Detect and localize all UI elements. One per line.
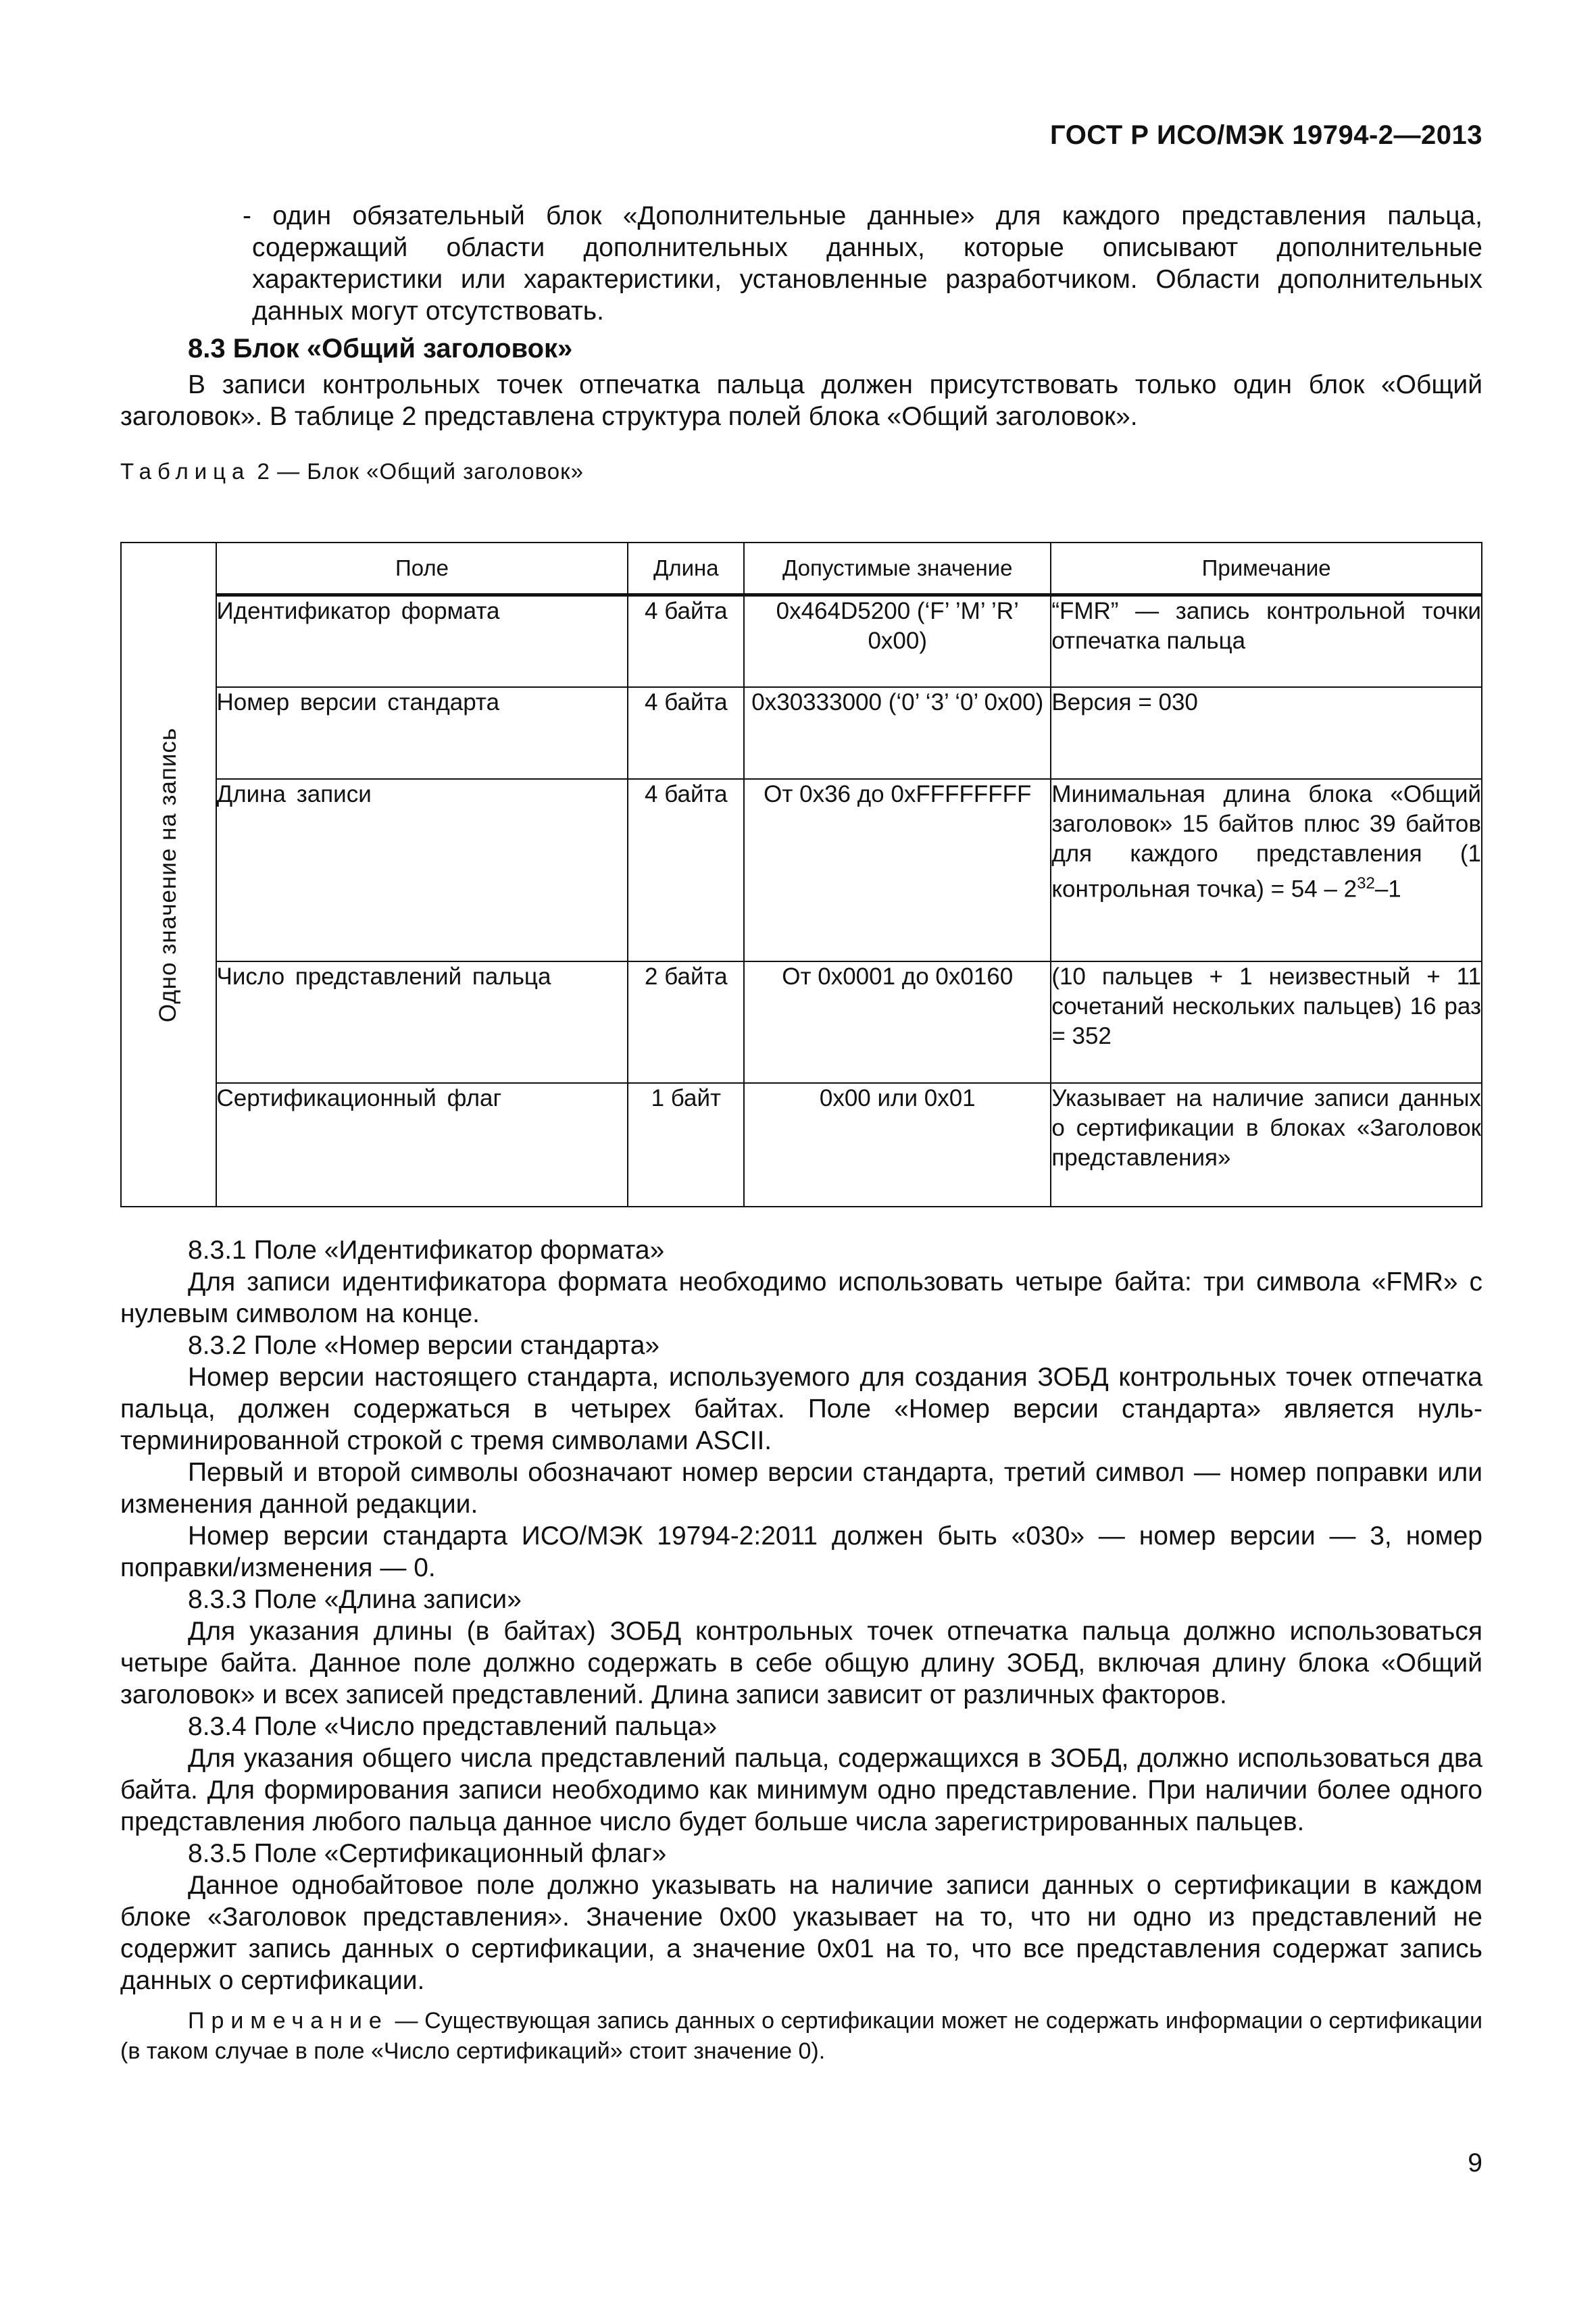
subsection-title: 8.3.2 Поле «Номер версии стандарта» xyxy=(188,1331,660,1360)
subsection-paragraph: Для указания длины (в байтах) ЗОБД контрольных точек отпечатка пальца должно использоваться четыре байта. Данное поле должно содержать в себе общую длину ЗОБД, включая длину блока «Общий заголовок» и всех записей представлений. Длина записи зависит от различных факторов. xyxy=(120,1617,1482,1709)
intro-block xyxy=(120,200,1482,487)
subsection-title: 8.3.3 Поле «Длина записи» xyxy=(188,1585,522,1614)
column-header-note: Примечание xyxy=(1051,543,1482,595)
header-block-table xyxy=(120,542,1482,1207)
cell-values: 0x00 или 0x01 xyxy=(744,1083,1051,1207)
subsection-paragraph: Первый и второй символы обозначают номер версии стандарта, третий символ — номер поправки или изменения данной редакции. xyxy=(120,1458,1482,1519)
cell-note: (10 пальцев + 1 неизвестный + 11 сочетаний нескольких пальцев) 16 раз = 352 xyxy=(1051,961,1482,1083)
cell-length: 2 байта xyxy=(628,961,744,1083)
cell-values: 0x464D5200 (‘F’ ’M’ ’R’ 0x00) xyxy=(744,595,1051,687)
note-text: — Существующая запись данных о сертификации может не содержать информации о сертификации (в таком случае в поле «Число сертификаций» стоит значение 0). xyxy=(120,2008,1482,2064)
cell-field: Сертификационный флаг xyxy=(216,1083,628,1207)
table-row xyxy=(121,595,1482,687)
cell-values: От 0x0001 до 0x0160 xyxy=(744,961,1051,1083)
column-header-length: Длина xyxy=(628,543,744,595)
subsection-paragraph: Для указания общего числа представлений пальца, содержащихся в ЗОБД, должно использоваться два байта. Для формирования записи необходимо как минимум одно представление. При наличии более одного представления любого пальца данное число будет больше числа зарегистрированных пальцев. xyxy=(120,1744,1482,1836)
cell-length: 1 байт xyxy=(628,1083,744,1207)
cell-note: “FMR” — запись контрольной точки отпечатка пальца xyxy=(1051,595,1482,687)
table-caption-title: 2 — Блок «Общий заголовок» xyxy=(250,459,584,484)
subsection-title: 8.3.5 Поле «Сертификационный флаг» xyxy=(188,1839,667,1868)
subsection-paragraph: Для записи идентификатора формата необходимо использовать четыре байта: три символа «FMR» с нулевым символом на конце. xyxy=(120,1267,1482,1328)
column-header-field: Поле xyxy=(216,543,628,595)
section-paragraph: В записи контрольных точек отпечатка пальца должен присутствовать только один блок «Общий заголовок». В таблице 2 представлена структура полей блока «Общий заголовок». xyxy=(120,370,1482,431)
cell-values: От 0x36 до 0xFFFFFFFF xyxy=(744,779,1051,961)
intro-list-item: - один обязательный блок «Дополнительные данные» для каждого представления пальца, содержащий области дополнительных данных, которые описывают дополнительные характеристики или характеристики, установленные разработчиком. Области дополнительных данных могут отсутствовать. xyxy=(243,201,1482,326)
cell-note: Указывает на наличие записи данных о сертификации в блоках «Заголовок представления» xyxy=(1051,1083,1482,1207)
cell-field: Номер версии стандарта xyxy=(216,687,628,779)
cell-note: Версия = 030 xyxy=(1051,687,1482,779)
cell-length: 4 байта xyxy=(628,687,744,779)
cell-length: 4 байта xyxy=(628,779,744,961)
subsection-title: 8.3.4 Поле «Число представлений пальца» xyxy=(188,1712,718,1741)
note-tail: –1 xyxy=(1374,876,1401,903)
table-row xyxy=(121,687,1482,779)
cell-field: Длина записи xyxy=(216,779,628,961)
subsection-paragraph: Данное однобайтовое поле должно указывать на наличие записи данных о сертификации в каждом блоке «Заголовок представления». Значение 0x00 указывает на то, что ни одно из представлений не содержит запись данных о сертификации, а значение 0x01 на то, что все представления содержат запись данных о сертификации. xyxy=(120,1871,1482,1995)
table-header-row xyxy=(121,543,1482,595)
table-row xyxy=(121,779,1482,961)
document-header: ГОСТ Р ИСО/МЭК 19794-2—2013 xyxy=(1050,120,1482,150)
subsection-title: 8.3.1 Поле «Идентификатор формата» xyxy=(188,1236,665,1265)
table-row xyxy=(121,961,1482,1083)
table-caption-label: Таблица xyxy=(120,459,251,484)
note-paragraph xyxy=(120,2006,1482,2067)
note-exponent: 32 xyxy=(1357,874,1375,892)
subsection-paragraph: Номер версии стандарта ИСО/МЭК 19794-2:2011 должен быть «030» — номер версии — 3, номер поправки/изменения — 0. xyxy=(120,1521,1482,1582)
table-row xyxy=(121,1083,1482,1207)
page-number: 9 xyxy=(1468,2148,1482,2178)
cell-values: 0x30333000 (‘0’ ‘3’ ‘0’ 0x00) xyxy=(744,687,1051,779)
section-heading: 8.3 Блок «Общий заголовок» xyxy=(188,334,573,363)
cell-field: Число представлений пальца xyxy=(216,961,628,1083)
subsection-paragraph: Номер версии настоящего стандарта, используемого для создания ЗОБД контрольных точек отпечатка пальца, должен содержаться в четырех байтах. Поле «Номер версии стандарта» является нуль-терминированной строкой с тремя символами ASCII. xyxy=(120,1363,1482,1455)
table-side-label: Одно значение на запись xyxy=(155,727,182,1022)
cell-length: 4 байта xyxy=(628,595,744,687)
note-label: Примечание xyxy=(188,2008,389,2034)
note-text: Минимальная длина блока «Общий заголовок» 15 байтов плюс 39 байтов для каждого представления (1 контрольная точка) = 54 – 2 xyxy=(1051,780,1481,903)
table-side-label-cell xyxy=(121,543,216,1207)
body-block xyxy=(120,1234,1482,2067)
table-caption xyxy=(120,455,1482,487)
column-header-values: Допустимые значение xyxy=(744,543,1051,595)
cell-field: Идентификатор формата xyxy=(216,595,628,687)
cell-note xyxy=(1051,779,1482,961)
